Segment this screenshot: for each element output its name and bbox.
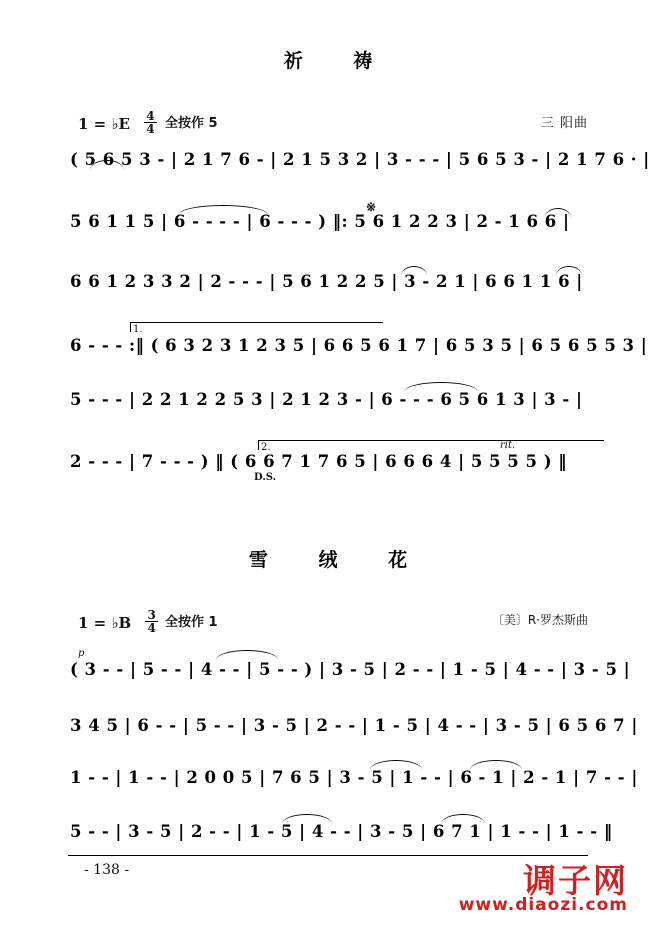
time-signature-2: $\frac{3}{4}$ (147, 608, 156, 635)
slur-mark (556, 266, 582, 276)
slur-mark (370, 760, 422, 770)
song-header-1 (0, 109, 656, 136)
song-title-2: 雪 绒 花 (248, 549, 430, 571)
music-line-1-5: 5 - - - | 2 2 1 2 2 5 3 | 2 1 2 3 - | 6 - - - 6 5 6 1 3 | 3 - | (70, 390, 583, 409)
song-header-2 (0, 608, 656, 635)
time-signature-1: $\frac{4}{4}$ (146, 109, 155, 136)
music-line-1-1: ( 5 6 5 3 - | 2 1 7 6 - | 2 1 5 3 2 | 3 - - - | 5 6 5 3 - | 2 1 7 6 · | (70, 150, 650, 169)
watermark-logo-text: 调子网 (523, 861, 628, 900)
footer-divider (68, 855, 588, 856)
slur-mark (401, 266, 427, 276)
music-line-1-2: 5 6 1 1 5 | 6 - - - - | 6 - - - ) ‖: 5 6 1 2 2 3 | 2 - 1 6 6 | (70, 212, 570, 231)
rit-mark: rit. (500, 440, 516, 451)
slur-mark (441, 814, 485, 824)
page-number: - 138 - (84, 862, 130, 878)
music-line-1-3: 6 6 1 2 3 3 2 | 2 - - - | 5 6 1 2 2 5 | 3 - 2 1 | 6 6 1 1 6 | (70, 272, 583, 291)
music-line-1-6: 2 - - - | 7 - - - ) ‖ ( 6 6 7 1 7 6 5 | 6 6 6 4 | 5 5 5 5 ) ‖ (70, 452, 568, 471)
music-line-2-3: 1 - - | 1 - - | 2 0 0 5 | 7 6 5 | 3 - 5 | 1 - - | 6 - 1 | 2 - 1 | 7 - - | (70, 768, 638, 787)
ds-mark: D.S. (254, 472, 277, 483)
watermark-url: www.diaozi.com (458, 895, 628, 915)
music-line-1-4: 6 - - - :‖ ( 6 3 2 3 1 2 3 5 | 6 6 5 6 1 7 | 6 5 3 5 | 6 5 6 5 5 3 | (70, 336, 648, 355)
slur-mark (470, 760, 522, 770)
slur-mark (282, 814, 332, 824)
slur-mark (216, 650, 278, 660)
composer-credit-1: 三 阳曲 (540, 116, 588, 131)
key-signature-1: 1 = ♭E $\frac{4}{4}$ (78, 109, 155, 136)
fingering-note-2: 全按作 1 (165, 615, 218, 630)
music-line-2-2: 3 4 5 | 6 - - | 5 - - | 3 - 5 | 2 - - | 1 - 5 | 4 - - | 3 - 5 | 6 5 6 7 | (70, 716, 638, 735)
slur-mark (404, 382, 478, 392)
dynamic-mark-p: p (78, 648, 85, 659)
composer-credit-2: 〔美〕R·罗杰斯曲 (491, 613, 588, 627)
slur-mark (178, 205, 268, 215)
volta-bracket-2: 2. (258, 440, 604, 450)
music-line-2-4: 5 - - | 3 - 5 | 2 - - | 1 - 5 | 4 - - | 3 - 5 | 6 7 1 | 1 - - | 1 - - ‖ (70, 822, 613, 841)
song-title-1: 祈 祷 (283, 50, 395, 72)
segno-mark: ※ (366, 200, 377, 214)
music-line-2-1: ( 3 - - | 5 - - | 4 - - | 5 - - ) | 3 - 5 | 2 - - | 1 - 5 | 4 - - | 3 - 5 | (70, 660, 631, 679)
volta-bracket-1: 1. (130, 322, 383, 332)
fingering-note-1: 全按作 5 (165, 116, 218, 131)
key-signature-2: 1 = ♭B $\frac{3}{4}$ (78, 608, 156, 635)
slur-mark (545, 208, 571, 218)
